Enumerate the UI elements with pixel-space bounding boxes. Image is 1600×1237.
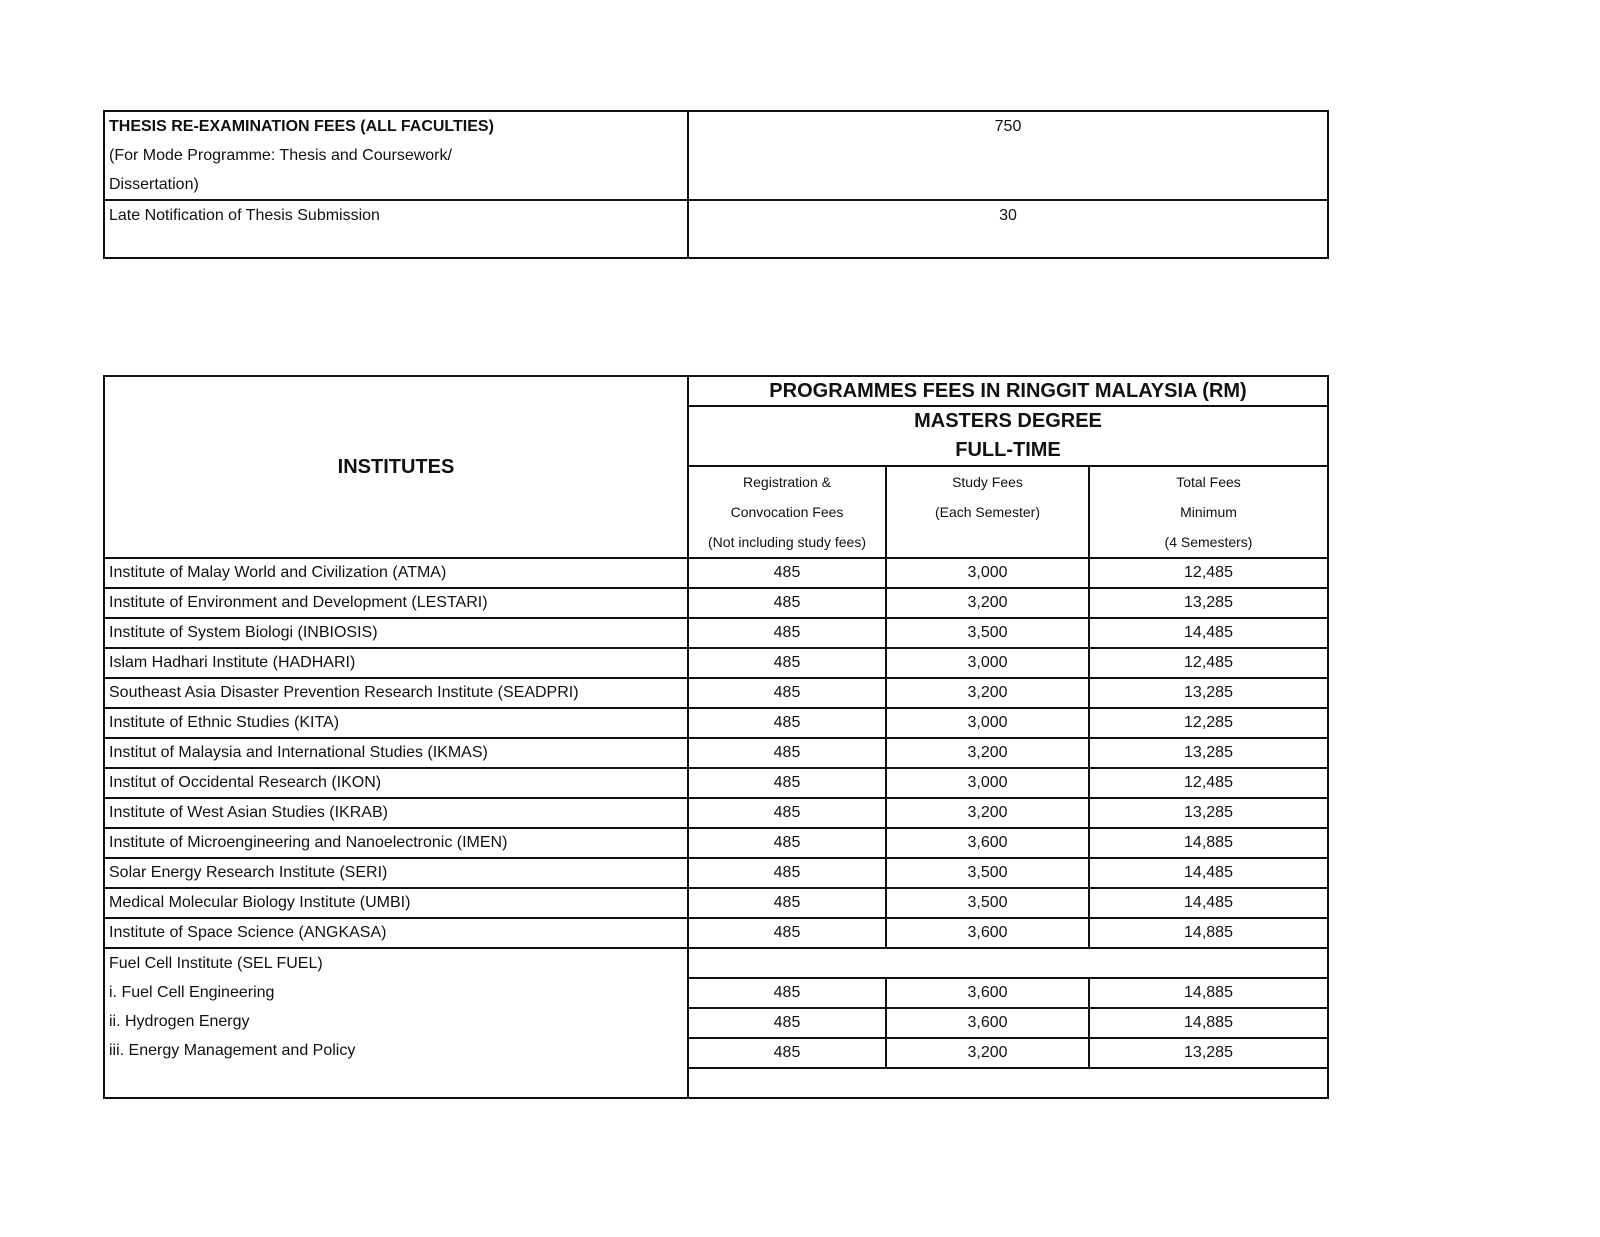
col-header-line: (4 Semesters) — [1164, 534, 1253, 550]
table-row — [104, 558, 1328, 588]
registration-fee: 485 — [688, 678, 886, 708]
study-fee: 3,600 — [886, 1008, 1089, 1038]
registration-fee: 485 — [688, 978, 886, 1008]
study-fee: 3,200 — [886, 678, 1089, 708]
total-fee: 14,485 — [1089, 858, 1328, 888]
table-row — [104, 588, 1328, 618]
total-fee: 13,285 — [1089, 678, 1328, 708]
institutes-fees-table — [103, 375, 1329, 1099]
late-notification-label: Late Notification of Thesis Submission — [104, 200, 688, 258]
registration-fee: 485 — [688, 918, 886, 948]
total-fee: 13,285 — [1089, 738, 1328, 768]
degree-line2: FULL-TIME — [955, 439, 1061, 461]
study-fee: 3,600 — [886, 918, 1089, 948]
study-fee: 3,200 — [886, 798, 1089, 828]
registration-fee: 485 — [688, 738, 886, 768]
fuel-program-name: ii. Hydrogen Energy — [109, 1013, 250, 1030]
total-fee: 14,485 — [1089, 888, 1328, 918]
institute-name: Medical Molecular Biology Institute (UMBI) — [104, 888, 688, 918]
total-fee: 14,885 — [1089, 918, 1328, 948]
registration-fee: 485 — [688, 588, 886, 618]
registration-fee: 485 — [688, 858, 886, 888]
table-row — [104, 888, 1328, 918]
total-fee: 14,885 — [1089, 1008, 1328, 1038]
table-row — [104, 798, 1328, 828]
institute-name: Institute of Microengineering and Nanoelectronic (IMEN) — [104, 828, 688, 858]
total-fee: 12,285 — [1089, 708, 1328, 738]
total-fee: 13,285 — [1089, 1038, 1328, 1068]
study-fee: 3,600 — [886, 978, 1089, 1008]
col-header-line: Minimum — [1180, 504, 1237, 520]
col-header-registration — [688, 466, 886, 558]
table-row — [104, 678, 1328, 708]
col-header-line: Convocation Fees — [730, 504, 844, 520]
institute-name: Institute of West Asian Studies (IKRAB) — [104, 798, 688, 828]
thesis-reexam-cell — [104, 111, 688, 200]
registration-fee: 485 — [688, 828, 886, 858]
registration-fee: 485 — [688, 1038, 886, 1068]
fuel-empty-cell — [688, 1068, 1328, 1098]
total-fee: 13,285 — [1089, 798, 1328, 828]
study-fee: 3,200 — [886, 1038, 1089, 1068]
institute-name: Southeast Asia Disaster Prevention Research Institute (SEADPRI) — [104, 678, 688, 708]
programme-fees-header: PROGRAMMES FEES IN RINGGIT MALAYSIA (RM) — [688, 376, 1328, 406]
study-fee: 3,200 — [886, 588, 1089, 618]
study-fee: 3,500 — [886, 888, 1089, 918]
study-fee: 3,200 — [886, 738, 1089, 768]
institute-name: Institut of Occidental Research (IKON) — [104, 768, 688, 798]
study-fee: 3,000 — [886, 648, 1089, 678]
study-fee: 3,000 — [886, 558, 1089, 588]
total-fee: 13,285 — [1089, 588, 1328, 618]
table-row — [104, 948, 1328, 978]
institute-name: Institute of Ethnic Studies (KITA) — [104, 708, 688, 738]
table-row — [104, 918, 1328, 948]
col-header-line: Registration & — [743, 474, 831, 490]
total-fee: 14,885 — [1089, 828, 1328, 858]
total-fee: 14,885 — [1089, 978, 1328, 1008]
table-row — [104, 111, 1328, 200]
degree-header — [688, 406, 1328, 466]
registration-fee: 485 — [688, 708, 886, 738]
col-header-total-fees — [1089, 466, 1328, 558]
study-fee: 3,000 — [886, 768, 1089, 798]
study-fee: 3,500 — [886, 858, 1089, 888]
registration-fee: 485 — [688, 768, 886, 798]
thesis-title: THESIS RE-EXAMINATION FEES (ALL FACULTIES) — [109, 118, 494, 135]
table-row — [104, 708, 1328, 738]
registration-fee: 485 — [688, 648, 886, 678]
registration-fee: 485 — [688, 888, 886, 918]
col-header-line: (Each Semester) — [934, 504, 1041, 520]
total-fee: 12,485 — [1089, 768, 1328, 798]
thesis-note-line2: Dissertation) — [109, 176, 199, 193]
table-row — [104, 648, 1328, 678]
institute-name: Institute of Space Science (ANGKASA) — [104, 918, 688, 948]
table-row — [104, 376, 1328, 406]
fuel-program-name: i. Fuel Cell Engineering — [109, 984, 275, 1001]
registration-fee: 485 — [688, 1008, 886, 1038]
fuel-program-name: iii. Energy Management and Policy — [109, 1042, 356, 1059]
col-header-line: (Not including study fees) — [708, 534, 866, 550]
institute-name: Institute of Environment and Development (LESTARI) — [104, 588, 688, 618]
table-row — [104, 858, 1328, 888]
table-row — [104, 738, 1328, 768]
institute-name: Institute of Malay World and Civilization (ATMA) — [104, 558, 688, 588]
total-fee: 14,485 — [1089, 618, 1328, 648]
study-fee: 3,000 — [886, 708, 1089, 738]
institute-name: Institut of Malaysia and International Studies (IKMAS) — [104, 738, 688, 768]
registration-fee: 485 — [688, 558, 886, 588]
institute-name: Islam Hadhari Institute (HADHARI) — [104, 648, 688, 678]
fuel-empty-cell — [688, 948, 1328, 978]
thesis-note-line1: (For Mode Programme: Thesis and Coursework/ — [109, 147, 452, 164]
thesis-fee-value: 750 — [688, 111, 1328, 200]
registration-fee: 485 — [688, 618, 886, 648]
table-row — [104, 768, 1328, 798]
fuel-cell-institute-title: Fuel Cell Institute (SEL FUEL) — [109, 955, 323, 972]
table-row — [104, 828, 1328, 858]
table-row — [104, 200, 1328, 258]
study-fee: 3,500 — [886, 618, 1089, 648]
col-header-study-fees — [886, 466, 1089, 558]
total-fee: 12,485 — [1089, 648, 1328, 678]
institutes-header: INSTITUTES — [104, 376, 688, 558]
fuel-cell-institute-cell — [104, 948, 688, 1098]
institute-name: Solar Energy Research Institute (SERI) — [104, 858, 688, 888]
col-header-line: Study Fees — [952, 474, 1023, 490]
study-fee: 3,600 — [886, 828, 1089, 858]
degree-line1: MASTERS DEGREE — [914, 410, 1102, 432]
institute-name: Institute of System Biologi (INBIOSIS) — [104, 618, 688, 648]
late-notification-fee: 30 — [688, 200, 1328, 258]
thesis-fees-table — [103, 110, 1329, 259]
registration-fee: 485 — [688, 798, 886, 828]
col-header-line: Total Fees — [1176, 474, 1241, 490]
table-row — [104, 618, 1328, 648]
total-fee: 12,485 — [1089, 558, 1328, 588]
